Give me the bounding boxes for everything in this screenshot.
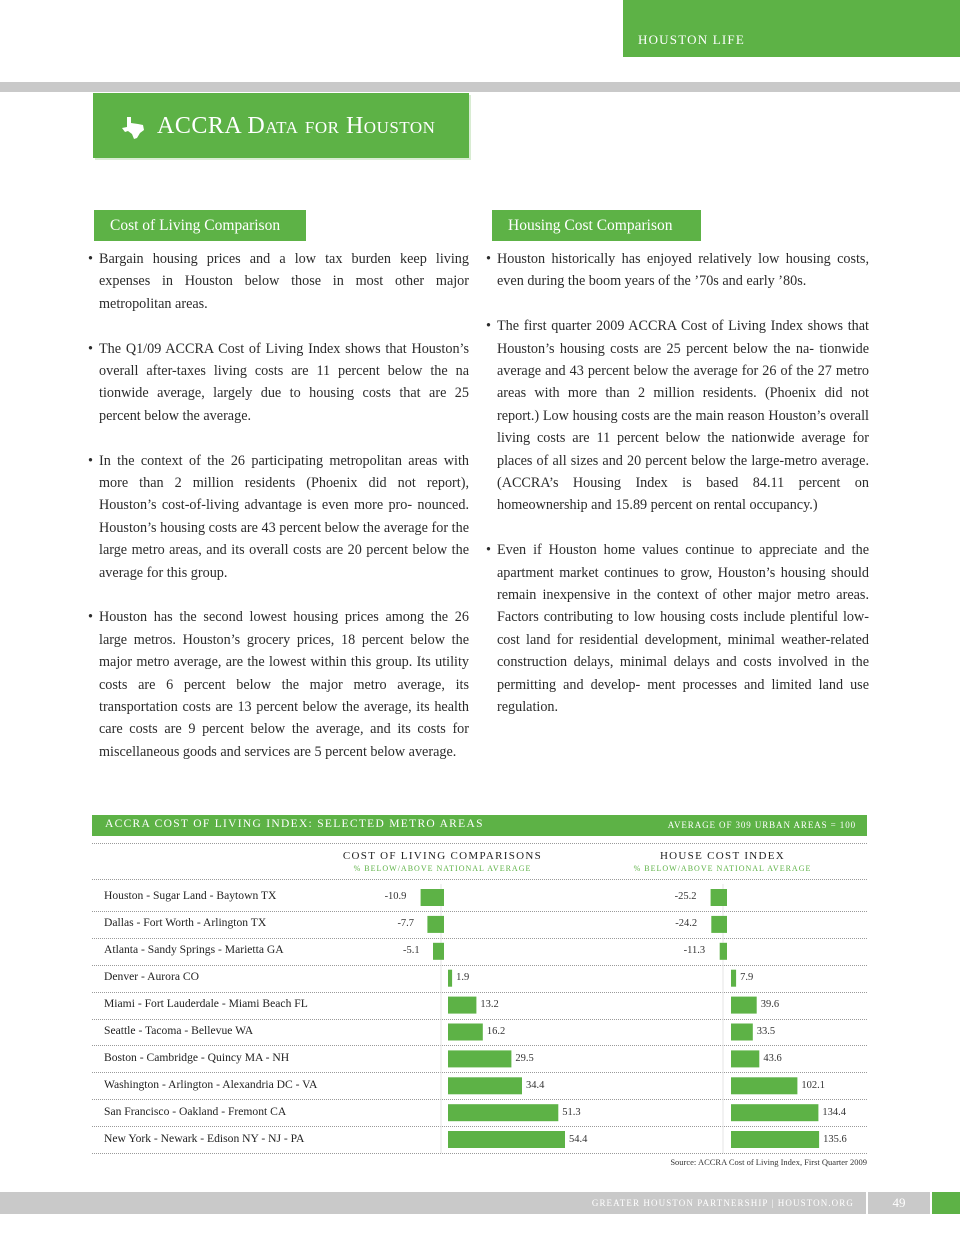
metro-label: Miami - Fort Lauderdale - Miami Beach FL bbox=[104, 997, 308, 1011]
cost-of-living-heading: Cost of Living Comparison bbox=[94, 210, 306, 241]
footer-bar bbox=[0, 1192, 866, 1214]
bar-value-label: -5.1 bbox=[403, 945, 420, 957]
bullet-paragraph: • Even if Houston home values continue to appreciate and the apartment market continues to grow, Houston’s housing should remain inexpensive in the context of other major metro areas. Factors contributing to low housing costs include plentiful low-cost land for residential development, minimal weather-related construction delays, minimal delays and costs involved in the permitting and develop- ment processes and limited land use regulation. bbox=[486, 539, 869, 718]
metro-label: Washington - Arlington - Alexandria DC - VA bbox=[104, 1077, 318, 1091]
bar-value-label: 135.6 bbox=[823, 1133, 847, 1145]
row-divider bbox=[92, 911, 867, 912]
bar-house-cost bbox=[711, 889, 727, 906]
section-label: HOUSTON LIFE bbox=[638, 32, 745, 47]
right-column bbox=[486, 248, 869, 741]
series-2-subtitle: % BELOW/ABOVE NATIONAL AVERAGE bbox=[633, 864, 812, 873]
chart-title: ACCRA COST OF LIVING INDEX: SELECTED METRO AREAS bbox=[105, 818, 484, 830]
row-divider bbox=[92, 1072, 867, 1073]
bar-value-label: 1.9 bbox=[456, 972, 470, 984]
row-divider bbox=[92, 1019, 867, 1020]
metro-label: Houston - Sugar Land - Baytown TX bbox=[104, 889, 277, 903]
bar-value-label: -25.2 bbox=[674, 891, 697, 903]
row-divider bbox=[92, 1153, 867, 1154]
metro-label: Seattle - Tacoma - Bellevue WA bbox=[104, 1023, 254, 1037]
bar-value-label: -24.2 bbox=[675, 918, 698, 930]
section-tab bbox=[623, 0, 960, 57]
bar-cost-of-living bbox=[448, 1131, 565, 1148]
series-1-title: COST OF LIVING COMPARISONS bbox=[342, 850, 543, 862]
bar-value-label: -10.9 bbox=[384, 891, 407, 903]
metro-label: Atlanta - Sandy Springs - Marietta GA bbox=[104, 943, 284, 957]
row-divider bbox=[92, 938, 867, 939]
bar-house-cost bbox=[720, 943, 727, 960]
bar-value-label: 39.6 bbox=[760, 999, 780, 1011]
series-1-header bbox=[330, 850, 555, 873]
series-2-header bbox=[610, 850, 835, 873]
row-divider bbox=[92, 992, 867, 993]
bar-house-cost bbox=[731, 1077, 797, 1094]
metro-label: San Francisco - Oakland - Fremont CA bbox=[104, 1104, 287, 1118]
bar-house-cost bbox=[731, 1050, 759, 1067]
bar-value-label: 43.6 bbox=[763, 1052, 782, 1064]
bullet-paragraph: • The first quarter 2009 ACCRA Cost of Living Index shows that Houston’s housing costs are 25 percent below the na- tionwide average and 43 percent below the average for 26 of the 27 metro areas with more than 2 million residents. (Phoenix did not report.) Low housing costs are the main reason Houston’s overall living costs are 11 percent below the nationwide average for places of all sizes and 20 percent below the large-metro average. (ACCRA’s Housing Index is based 84.11 percent on homeownership and 15.89 percent on rental occupancy.) bbox=[486, 315, 869, 517]
divider bbox=[92, 843, 867, 844]
page-number: 49 bbox=[892, 1195, 906, 1210]
row-divider bbox=[92, 1099, 867, 1100]
bullet-paragraph: • Houston has the second lowest housing prices among the 26 large metros. Houston’s grocery prices, 18 percent below the major metro average, are the lowest within this group. Its utility costs are 6 percent below the major metro average, its transportation costs are 13 percent below the average, its health care costs are 9 percent below the average, and its costs for miscellaneous goods and services are 5 percent below average. bbox=[88, 606, 469, 763]
bullet-paragraph: • The Q1/09 ACCRA Cost of Living Index shows that Houston’s overall after-taxes living costs are 11 percent below the na tionwide average, largely due to housing costs that are 25 percent below the average. bbox=[88, 338, 469, 428]
bar-house-cost bbox=[731, 1024, 753, 1041]
bar-house-cost bbox=[731, 970, 736, 987]
bullet-paragraph: • Bargain housing prices and a low tax burden keep living expenses in Houston below those in most other major metropolitan areas. bbox=[88, 248, 469, 315]
bullet-paragraph: • Houston historically has enjoyed relatively low housing costs, even during the boom years of the ’70s and early ’80s. bbox=[486, 248, 869, 293]
chart-source: Source: ACCRA Cost of Living Index, First Quarter 2009 bbox=[670, 1157, 867, 1167]
housing-cost-heading: Housing Cost Comparison bbox=[492, 210, 701, 241]
bar-cost-of-living bbox=[448, 1050, 511, 1067]
footer-text: GREATER HOUSTON PARTNERSHIP | HOUSTON.ORG bbox=[591, 1198, 854, 1208]
bar-value-label: 102.1 bbox=[801, 1079, 825, 1091]
bar-cost-of-living bbox=[427, 916, 444, 933]
bar-value-label: 54.4 bbox=[568, 1133, 588, 1145]
bar-cost-of-living bbox=[433, 943, 444, 960]
bar-value-label: 33.5 bbox=[756, 1025, 776, 1037]
bar-cost-of-living bbox=[421, 889, 444, 906]
bar-value-label: 16.2 bbox=[486, 1025, 506, 1037]
page-number-box bbox=[868, 1192, 930, 1214]
series-1-subtitle: % BELOW/ABOVE NATIONAL AVERAGE bbox=[353, 864, 532, 873]
bar-value-label: 134.4 bbox=[822, 1106, 846, 1118]
bar-value-label: 13.2 bbox=[480, 999, 499, 1011]
bar-value-label: 51.3 bbox=[562, 1106, 581, 1118]
bar-cost-of-living bbox=[448, 997, 476, 1014]
bar-value-label: -11.3 bbox=[683, 945, 706, 957]
bar-value-label: -7.7 bbox=[397, 918, 415, 930]
texas-icon bbox=[121, 117, 145, 139]
row-divider bbox=[92, 1126, 867, 1127]
metro-label: Dallas - Fort Worth - Arlington TX bbox=[104, 916, 267, 930]
bullet-paragraph: • In the context of the 26 participating metropolitan areas with more than 2 million residents (Phoenix did not report), Houston’s cost-of-living advantage is even more pro- nounced. Houston’s housing costs are 43 percent below the average for the large metro areas, and its overall costs are 20 percent below the average for this group. bbox=[88, 450, 469, 584]
title-banner bbox=[93, 93, 469, 158]
chart-note: AVERAGE OF 309 URBAN AREAS = 100 bbox=[667, 820, 856, 830]
bar-house-cost bbox=[731, 1104, 818, 1121]
bar-value-label: 29.5 bbox=[515, 1052, 534, 1064]
bar-value-label: 34.4 bbox=[525, 1079, 545, 1091]
bar-cost-of-living bbox=[448, 1104, 558, 1121]
bar-cost-of-living bbox=[448, 970, 452, 987]
left-column bbox=[88, 248, 469, 786]
divider bbox=[92, 879, 867, 880]
series-2-title: HOUSE COST INDEX bbox=[659, 850, 786, 862]
footer-accent bbox=[932, 1192, 960, 1214]
bar-value-label: 7.9 bbox=[740, 972, 754, 984]
header-divider bbox=[0, 82, 960, 92]
metro-label: Denver - Aurora CO bbox=[104, 970, 199, 984]
bar-house-cost bbox=[731, 1131, 819, 1148]
bar-cost-of-living bbox=[448, 1077, 522, 1094]
row-divider bbox=[92, 965, 867, 966]
page-title: ACCRA Data for Houston bbox=[157, 113, 436, 139]
bar-house-cost bbox=[711, 916, 727, 933]
bar-cost-of-living bbox=[448, 1024, 483, 1041]
row-divider bbox=[92, 1045, 867, 1046]
metro-label: Boston - Cambridge - Quincy MA - NH bbox=[104, 1050, 290, 1064]
metro-label: New York - Newark - Edison NY - NJ - PA bbox=[104, 1131, 305, 1145]
chart-title-bar bbox=[92, 815, 867, 836]
bar-house-cost bbox=[731, 997, 757, 1014]
